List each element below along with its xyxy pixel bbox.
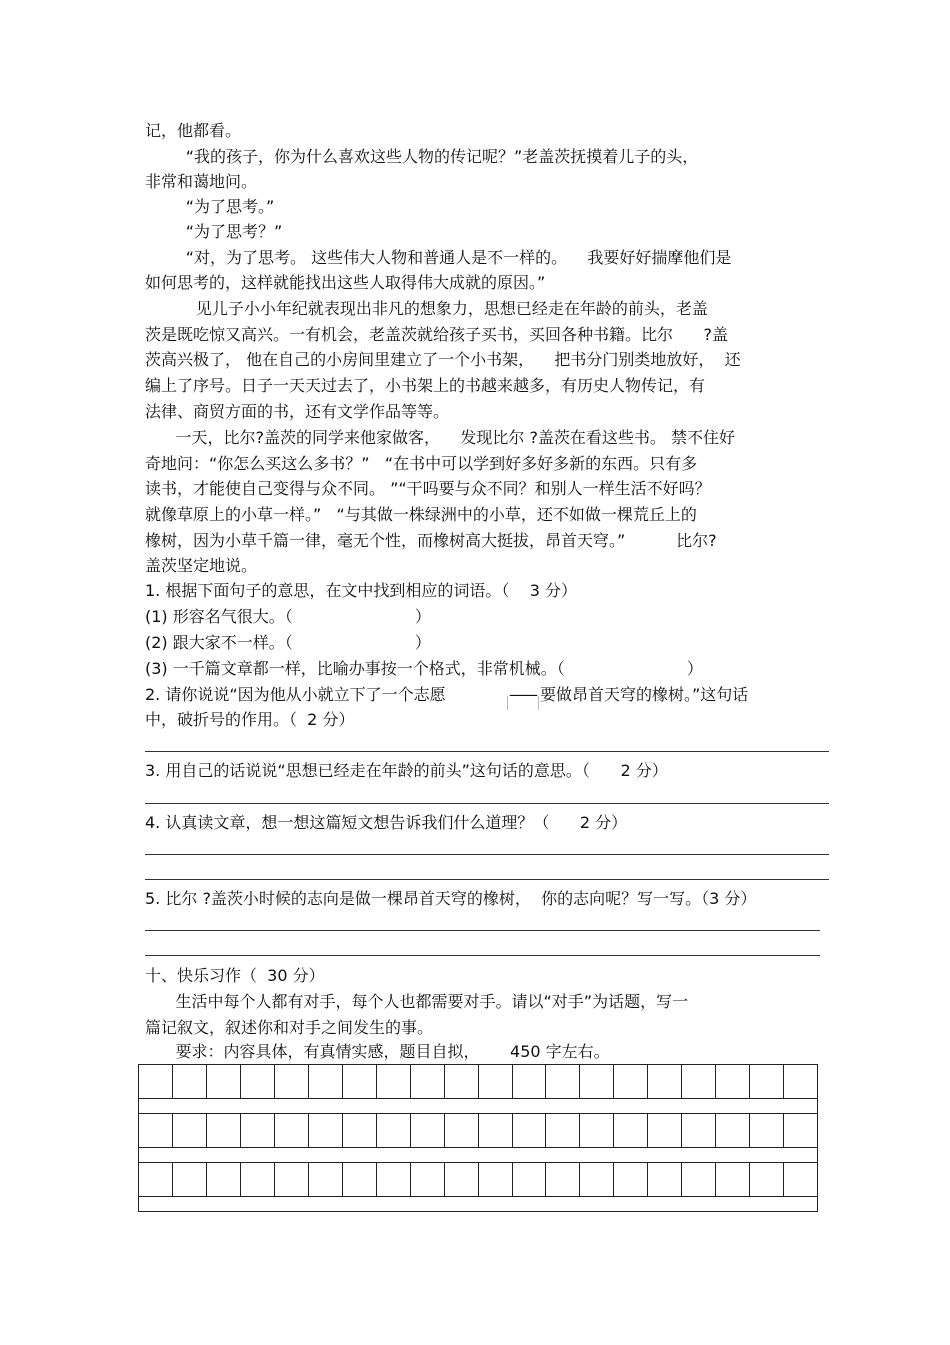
passage-line: “为了思考。”	[145, 197, 275, 216]
passage-line: 就像草原上的小草一样。” “与其做一株绿洲中的小草，还不如做一棵荒丘上的	[145, 505, 697, 524]
question-2-part-b: 要做昂首天穹的橡树。”这句话	[540, 685, 749, 704]
grid-cell-divider	[376, 1113, 377, 1147]
passage-line: 记，他都看。	[145, 121, 242, 140]
grid-cell-divider	[478, 1064, 479, 1098]
grid-cell-divider	[715, 1113, 716, 1147]
grid-cell-divider	[172, 1113, 173, 1147]
grid-cell-divider	[342, 1113, 343, 1147]
passage-line: 茨高兴极了， 他在自己的小房间里建立了一个小书架， 把书分门别类地放好， 还	[145, 350, 741, 369]
grid-line	[138, 1098, 818, 1099]
grid-cell-divider	[444, 1113, 445, 1147]
passage-line: 如何思考的，这样就能找出这些人取得伟大成就的原因。”	[145, 273, 546, 292]
grid-cell-divider	[172, 1162, 173, 1196]
passage-line: “对，为了思考。 这些伟大人物和普通人是不一样的。 我要好好揣摩他们是	[145, 248, 732, 267]
passage-line: “为了思考？”	[145, 222, 283, 241]
grid-cell-divider	[545, 1113, 546, 1147]
grid-cell-divider	[478, 1162, 479, 1196]
answer-line-q5-1[interactable]	[145, 930, 820, 931]
grid-cell-divider	[783, 1113, 784, 1147]
grid-cell-divider	[308, 1064, 309, 1098]
dash-left-mark	[507, 696, 508, 710]
grid-cell-divider	[206, 1162, 207, 1196]
grid-cell-divider	[512, 1162, 513, 1196]
grid-cell-divider	[512, 1113, 513, 1147]
question-1: 1. 根据下面句子的意思，在文中找到相应的词语。（ 3 分）	[145, 581, 577, 600]
question-1-3[interactable]: (3) 一千篇文章都一样，比喻办事按一个格式，非常机械。（ ）	[145, 659, 703, 678]
question-5: 5. 比尔 ?盖茨小时候的志向是做一棵昂首天穹的橡树， 你的志向呢？写一写。（3 分）	[145, 889, 757, 908]
grid-cell-divider	[410, 1064, 411, 1098]
grid-cell-divider	[274, 1064, 275, 1098]
grid-cell-divider	[579, 1064, 580, 1098]
grid-cell-divider	[172, 1064, 173, 1098]
grid-line	[138, 1147, 818, 1148]
grid-cell-divider	[206, 1113, 207, 1147]
composition-prompt-line: 篇记叙文，叙述你和对手之间发生的事。	[145, 1018, 434, 1037]
grid-cell-divider	[512, 1064, 513, 1098]
grid-cell-divider	[783, 1162, 784, 1196]
grid-cell-divider	[749, 1064, 750, 1098]
grid-cell-divider	[613, 1162, 614, 1196]
passage-line: 盖茨坚定地说。	[145, 556, 258, 575]
passage-line: 橡树，因为小草千篇一律，毫无个性，而橡树高大挺拔，昂首天穹。” 比尔?	[145, 531, 717, 550]
answer-line-q3[interactable]	[145, 803, 829, 804]
grid-cell-divider	[715, 1064, 716, 1098]
dash-right-mark	[538, 696, 539, 710]
grid-cell-divider	[647, 1162, 648, 1196]
grid-line	[138, 1211, 818, 1212]
grid-line	[138, 1196, 818, 1197]
grid-cell-divider	[478, 1113, 479, 1147]
grid-cell-divider	[749, 1113, 750, 1147]
grid-cell-divider	[681, 1162, 682, 1196]
grid-cell-divider	[274, 1113, 275, 1147]
composition-heading: 十、快乐习作（ 30 分）	[145, 966, 325, 985]
grid-cell-divider	[342, 1162, 343, 1196]
grid-cell-divider	[681, 1064, 682, 1098]
passage-line: 读书，才能使自己变得与众不同。 ”“干吗要与众不同？和别人一样生活不好吗？	[145, 479, 711, 498]
grid-cell-divider	[783, 1064, 784, 1098]
question-2-part-c: 中，破折号的作用。（ 2 分）	[145, 710, 355, 729]
question-4: 4. 认真读文章，想一想这篇短文想告诉我们什么道理？（ 2 分）	[145, 813, 628, 832]
question-1-1[interactable]: (1) 形容名气很大。（ ）	[145, 607, 431, 626]
grid-cell-divider	[274, 1162, 275, 1196]
grid-cell-divider	[613, 1064, 614, 1098]
grid-cell-divider	[715, 1162, 716, 1196]
grid-cell-divider	[376, 1162, 377, 1196]
passage-line: 法律、商贸方面的书，还有文学作品等等。	[145, 402, 450, 421]
grid-cell-divider	[444, 1064, 445, 1098]
grid-cell-divider	[410, 1162, 411, 1196]
composition-requirement: 要求：内容具体，有真情实感，题目自拟， 450 字左右。	[145, 1042, 610, 1061]
passage-line: 见儿子小小年纪就表现出非凡的想象力，思想已经走在年龄的前头，老盖	[145, 299, 708, 318]
grid-cell-divider	[545, 1162, 546, 1196]
grid-cell-divider	[579, 1162, 580, 1196]
question-1-2[interactable]: (2) 跟大家不一样。（ ）	[145, 633, 431, 652]
grid-border-right	[817, 1064, 818, 1211]
grid-cell-divider	[206, 1064, 207, 1098]
grid-cell-divider	[376, 1064, 377, 1098]
grid-cell-divider	[444, 1162, 445, 1196]
grid-cell-divider	[240, 1162, 241, 1196]
passage-line: 奇地问：“你怎么买这么多书？” “在书中可以学到好多好多新的东西。只有多	[145, 454, 698, 473]
answer-line-q2[interactable]	[145, 751, 829, 752]
grid-cell-divider	[613, 1113, 614, 1147]
passage-line: 茨是既吃惊又高兴。一有机会，老盖茨就给孩子买书，买回各种书籍。比尔 ?盖	[145, 325, 729, 344]
grid-cell-divider	[410, 1113, 411, 1147]
passage-line: 非常和蔼地问。	[145, 172, 258, 191]
grid-cell-divider	[308, 1162, 309, 1196]
question-3: 3. 用自己的话说说“思想已经走在年龄的前头”这句话的意思。（ 2 分）	[145, 761, 668, 780]
passage-line: 一天，比尔?盖茨的同学来他家做客， 发现比尔 ?盖茨在看这些书。 禁不住好	[145, 428, 736, 447]
grid-cell-divider	[342, 1064, 343, 1098]
grid-border-left	[138, 1064, 139, 1211]
grid-cell-divider	[749, 1162, 750, 1196]
composition-prompt-line: 生活中每个人都有对手，每个人也都需要对手。请以“对手”为话题，写一	[145, 992, 689, 1011]
question-2-part-a: 2. 请你说说“因为他从小就立下了一个志愿	[145, 685, 446, 704]
answer-line-q4-1[interactable]	[145, 854, 829, 855]
grid-cell-divider	[579, 1113, 580, 1147]
passage-line: 编上了序号。日子一天天过去了，小书架上的书越来越多，有历史人物传记，有	[145, 376, 706, 395]
grid-cell-divider	[240, 1064, 241, 1098]
grid-cell-divider	[308, 1113, 309, 1147]
answer-line-q4-2[interactable]	[145, 879, 829, 880]
grid-cell-divider	[647, 1064, 648, 1098]
passage-line: “我的孩子，你为什么喜欢这些人物的传记呢？”老盖茨抚摸着儿子的头，	[145, 147, 699, 166]
grid-cell-divider	[647, 1113, 648, 1147]
answer-line-q5-2[interactable]	[145, 955, 820, 956]
grid-cell-divider	[681, 1113, 682, 1147]
question-2-dash: ——	[509, 685, 535, 704]
grid-cell-divider	[545, 1064, 546, 1098]
grid-cell-divider	[240, 1113, 241, 1147]
